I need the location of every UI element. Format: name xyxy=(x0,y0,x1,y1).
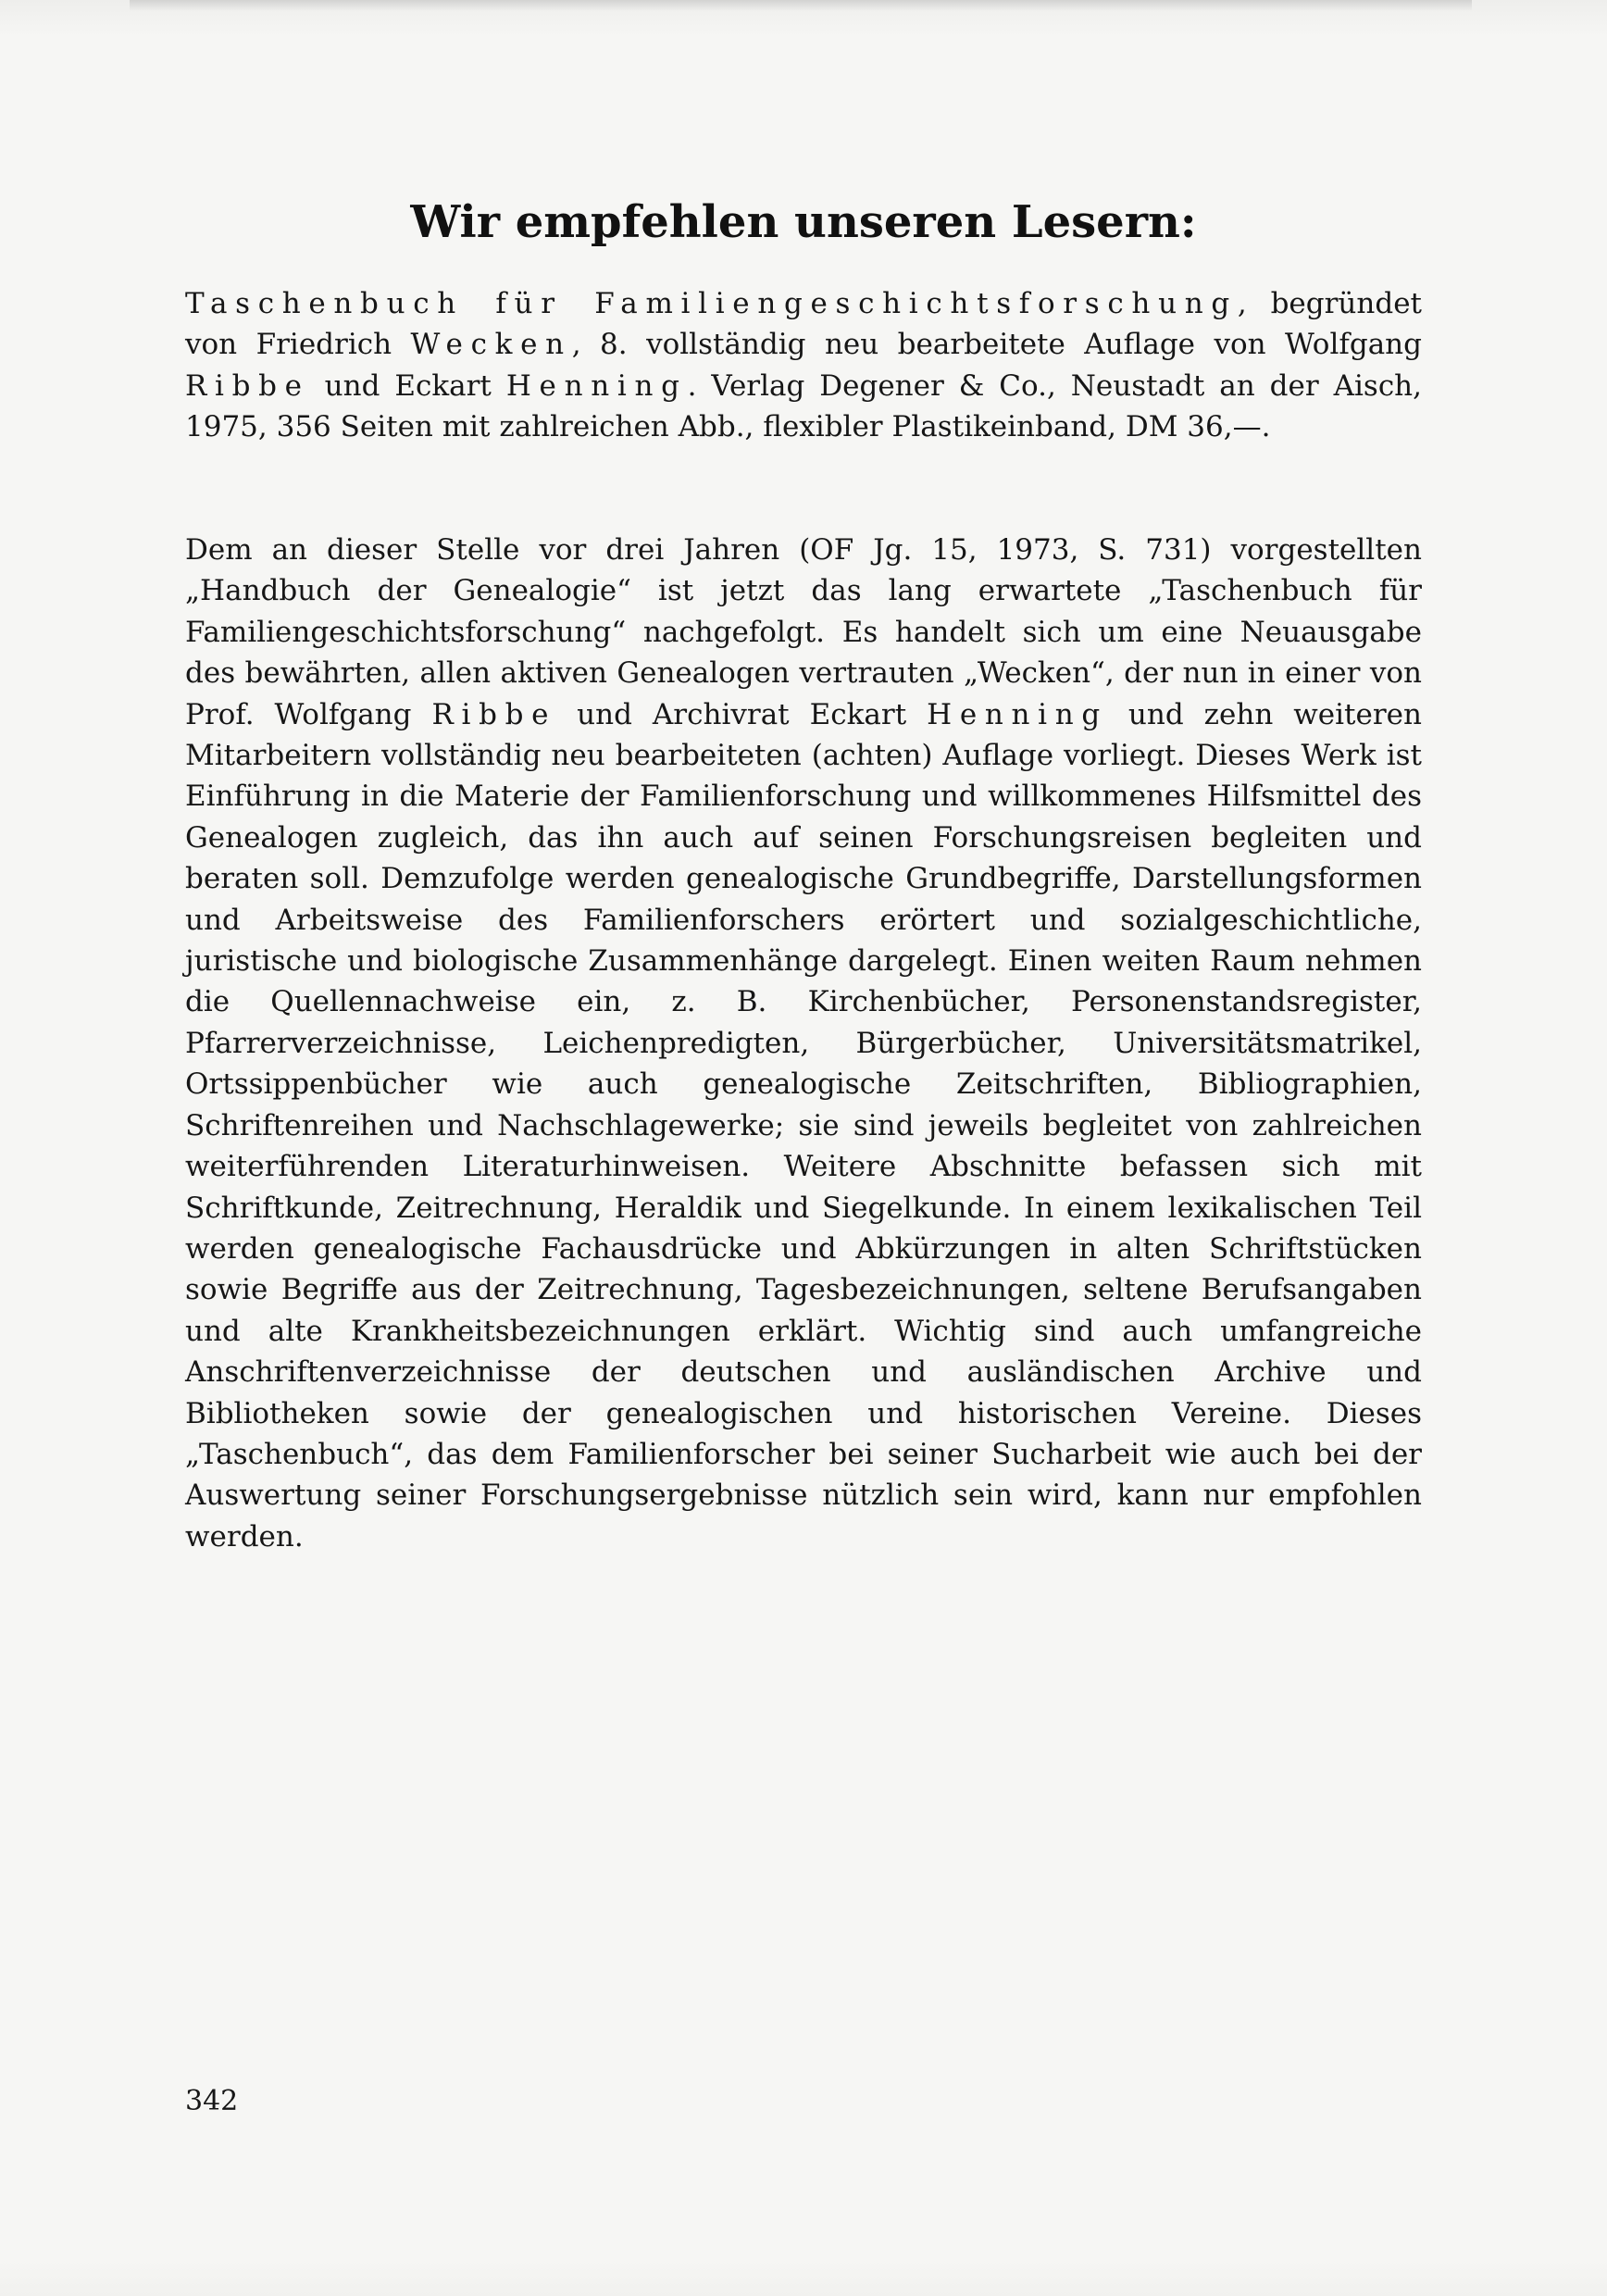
editor-name-1: Ribbe xyxy=(185,368,310,403)
review-name-1: Ribbe xyxy=(431,697,557,731)
page-number: 342 xyxy=(185,2085,239,2117)
reference-text-3: und Eckart xyxy=(309,368,506,403)
editor-name-2: Henning xyxy=(505,368,688,403)
review-text-1: Dem an dieser Stelle vor drei Jahren (OF Jg. 15, 1973, S. 731) vorgestellten „Handbuch der Genealogie“ ist jetzt das lang erwartete „Taschenbuch für Familiengeschichtsforschung“ nachgefolgt. Es handelt sich um eine Neuausgabe des bewährten, allen aktiven Genealogen vertrauten „Wecken“, der nun in einer von Prof. Wolfgang xyxy=(185,533,1422,731)
review-paragraph xyxy=(185,530,1422,1557)
book-title: Taschenbuch für Familiengeschichtsforschung xyxy=(185,287,1238,320)
reference-text-2: , 8. vollständig neu bearbeitete Auflage von Wolfgang xyxy=(571,328,1422,362)
book-reference xyxy=(185,283,1422,448)
page-title: Wir empfehlen unseren Lesern: xyxy=(410,196,1197,248)
review-name-2: Henning xyxy=(927,697,1108,731)
review-text-2: und Archivrat Eckart xyxy=(556,697,928,731)
author-name: Wecken xyxy=(410,328,572,362)
reference-text-1: , begründet von Friedrich xyxy=(185,287,1423,362)
reference-details: . Verlag Degener & Co., Neustadt an der Aisch, 1975, 356 Seiten mit zahlreichen Abb., flexibler Plastikeinband, DM 36,—. xyxy=(185,368,1422,444)
review-text-3: und zehn weiteren Mitarbeitern vollständig neu bearbeiteten (achten) Auflage vorliegt. Dieses Werk ist Einführung in die Materie der Familienforschung und willkommenes Hilfsmittel des Genealogen zugleich, das ihn auch auf seinen Forschungsreisen begleiten und beraten soll. Demzufolge werden genealogische Grundbegriffe, Darstellungsformen und Arbeitsweise des Familienforschers erörtert und sozialgeschichtliche, juristische und biologische Zusammenhänge dargelegt. Einen weiten Raum nehmen die Quellennachweise ein, z. B. Kirchenbücher, Personenstandsregister, Pfarrerverzeichnisse, Leichenpredigten, Bürgerbücher, Universitätsmatrikel, Ortssippenbücher wie auch genealogische Zeitschriften, Bibliographien, Schriftenreihen und Nachschlagewerke; sie sind jeweils begleitet von zahlreichen weiterführenden Literaturhinweisen. Weitere Abschnitte befassen sich mit Schriftkunde, Zeitrechnung, Heraldik und Siegelkunde. In einem lexikalischen Teil werden genealogische Fachausdrücke und Abkürzungen in alten Schriftstücken sowie Begriffe aus der Zeitrechnung, Tagesbezeichnungen, seltene Berufsangaben und alte Krankheitsbezeichnungen erklärt. Wichtig sind auch umfangreiche Anschriftenverzeichnisse der deutschen und ausländischen Archive und Bibliotheken sowie der genealogischen und historischen Vereine. Dieses „Taschenbuch“, das dem Familienforscher bei seiner Sucharbeit wie auch bei der Auswertung seiner Forschungsergebnisse nützlich sein wird, kann nur empfohlen werden. xyxy=(185,697,1422,1554)
scan-edge-shadow xyxy=(130,0,1472,11)
